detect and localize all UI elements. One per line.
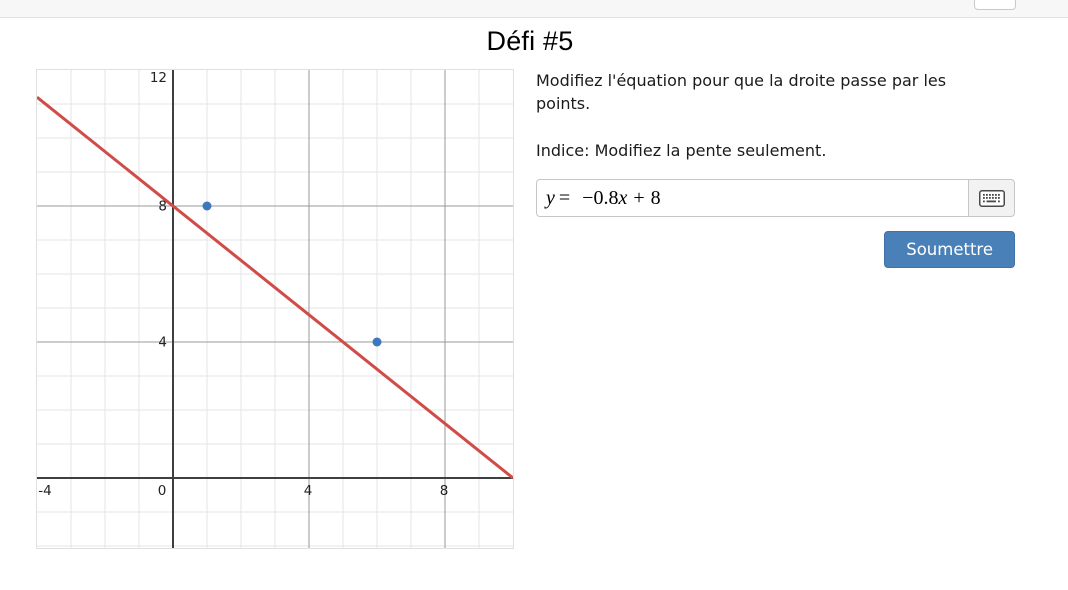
equation-lhs: y <box>546 186 555 209</box>
submit-button[interactable]: Soumettre <box>884 231 1015 268</box>
axis-tick-label: 0 <box>157 483 167 499</box>
right-panel <box>536 0 1015 590</box>
equation-equals-sign: = <box>558 186 571 209</box>
keyboard-icon <box>979 190 1005 207</box>
data-point <box>373 338 382 347</box>
equation-input[interactable] <box>536 179 969 217</box>
equation-operator: + <box>633 186 645 209</box>
graph-board[interactable] <box>36 69 514 549</box>
axis-tick-label: 12 <box>149 70 167 86</box>
equation-coefficient: −0.8 <box>582 186 619 209</box>
axis-tick-label: 8 <box>158 198 167 215</box>
hint-text: Indice: Modifiez la pente seulement. <box>536 141 827 160</box>
top-cutoff-button[interactable] <box>974 0 1016 10</box>
axis-tick-label: 4 <box>158 334 167 351</box>
equation-constant: 8 <box>650 186 661 209</box>
prompt-text: Modifiez l'équation pour que la droite passe par les points. <box>536 71 947 113</box>
equation-input-group <box>536 179 1015 217</box>
equation-variable: x <box>618 186 628 209</box>
axis-tick-label: -4 <box>38 483 52 499</box>
keyboard-toggle-button[interactable] <box>968 179 1015 217</box>
data-point <box>203 202 212 211</box>
page-title: Défi #5 <box>486 26 574 56</box>
graph-svg <box>37 70 513 548</box>
axis-tick-label: 4 <box>303 483 313 499</box>
axis-tick-label: 8 <box>439 483 449 499</box>
